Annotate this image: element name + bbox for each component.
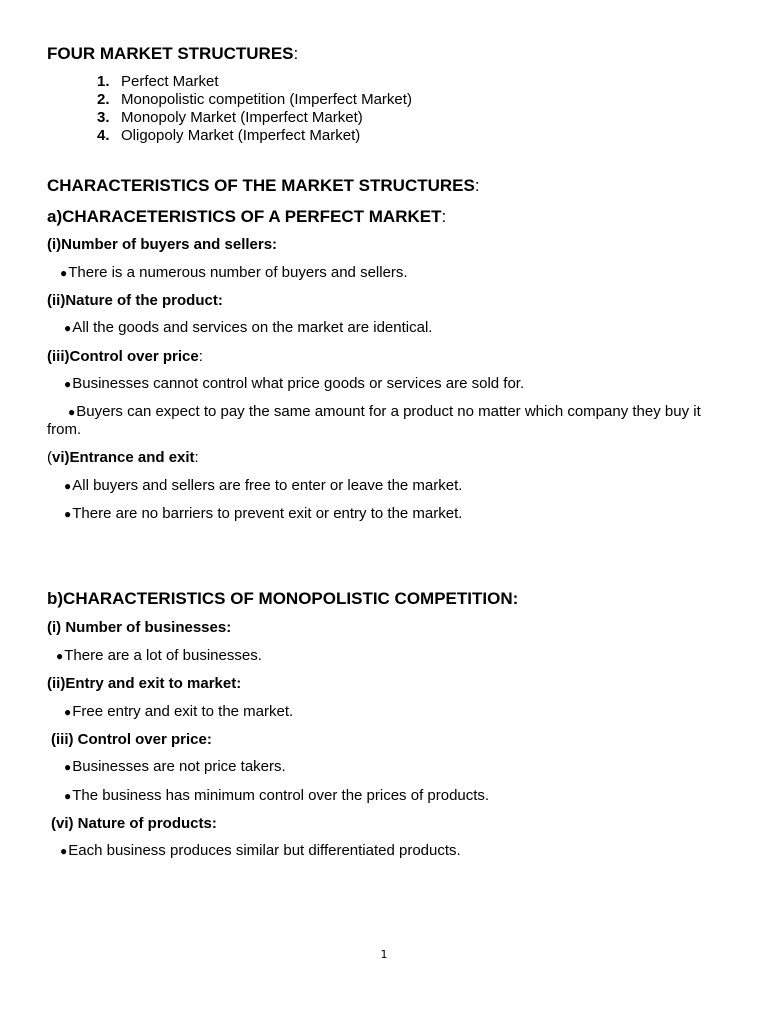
number-of-businesses-subheading: (i) Number of businesses: [47, 619, 232, 636]
list-item: ●The business has minimum control over the prices of products. [64, 787, 490, 804]
list-item: ●There are no barriers to prevent exit or entry to the market. [64, 505, 463, 522]
list-item: 4. Oligopoly Market (Imperfect Market) [97, 127, 361, 144]
page-title: FOUR MARKET STRUCTURES: [47, 44, 299, 63]
section-a-heading: a)CHARACETERISTICS OF A PERFECT MARKET: [47, 207, 447, 226]
list-item: 1. Perfect Market [97, 73, 219, 90]
control-over-price-subheading: (iii) Control over price: [51, 731, 212, 748]
list-item: ●Each business produces similar but differentiated products. [60, 842, 461, 859]
entrance-exit-subheading: (vi)Entrance and exit: [47, 449, 199, 466]
list-item: ●There are a lot of businesses. [56, 647, 262, 664]
list-item: 2. Monopolistic competition (Imperfect Market) [97, 91, 412, 108]
page-number: 1 [380, 948, 388, 961]
list-item: ●Free entry and exit to the market. [64, 703, 294, 720]
market-structures-list [97, 73, 412, 145]
list-item: ●Businesses are not price takers. [64, 758, 286, 775]
list-item: ●Businesses cannot control what price goods or services are sold for. [64, 375, 525, 392]
buyers-sellers-subheading: (i)Number of buyers and sellers: [47, 236, 278, 253]
list-item: ●All the goods and services on the market are identical. [64, 319, 433, 336]
control-over-price-subheading: (iii)Control over price: [47, 348, 203, 365]
characteristics-heading: CHARACTERISTICS OF THE MARKET STRUCTURES: [47, 176, 480, 195]
list-item: ●Buyers can expect to pay the same amount for a product no matter which company they buy it from. [47, 403, 701, 438]
section-b-heading: b)CHARACTERISTICS OF MONOPOLISTIC COMPETITION: [47, 589, 519, 608]
entry-exit-subheading: (ii)Entry and exit to market: [47, 675, 242, 692]
list-item: ●All buyers and sellers are free to enter or leave the market. [64, 477, 463, 494]
list-item: ●There is a numerous number of buyers and sellers. [60, 264, 408, 281]
list-item: 3. Monopoly Market (Imperfect Market) [97, 109, 363, 126]
nature-of-product-subheading: (ii)Nature of the product: [47, 292, 223, 309]
nature-of-products-subheading: (vi) Nature of products: [51, 815, 217, 832]
